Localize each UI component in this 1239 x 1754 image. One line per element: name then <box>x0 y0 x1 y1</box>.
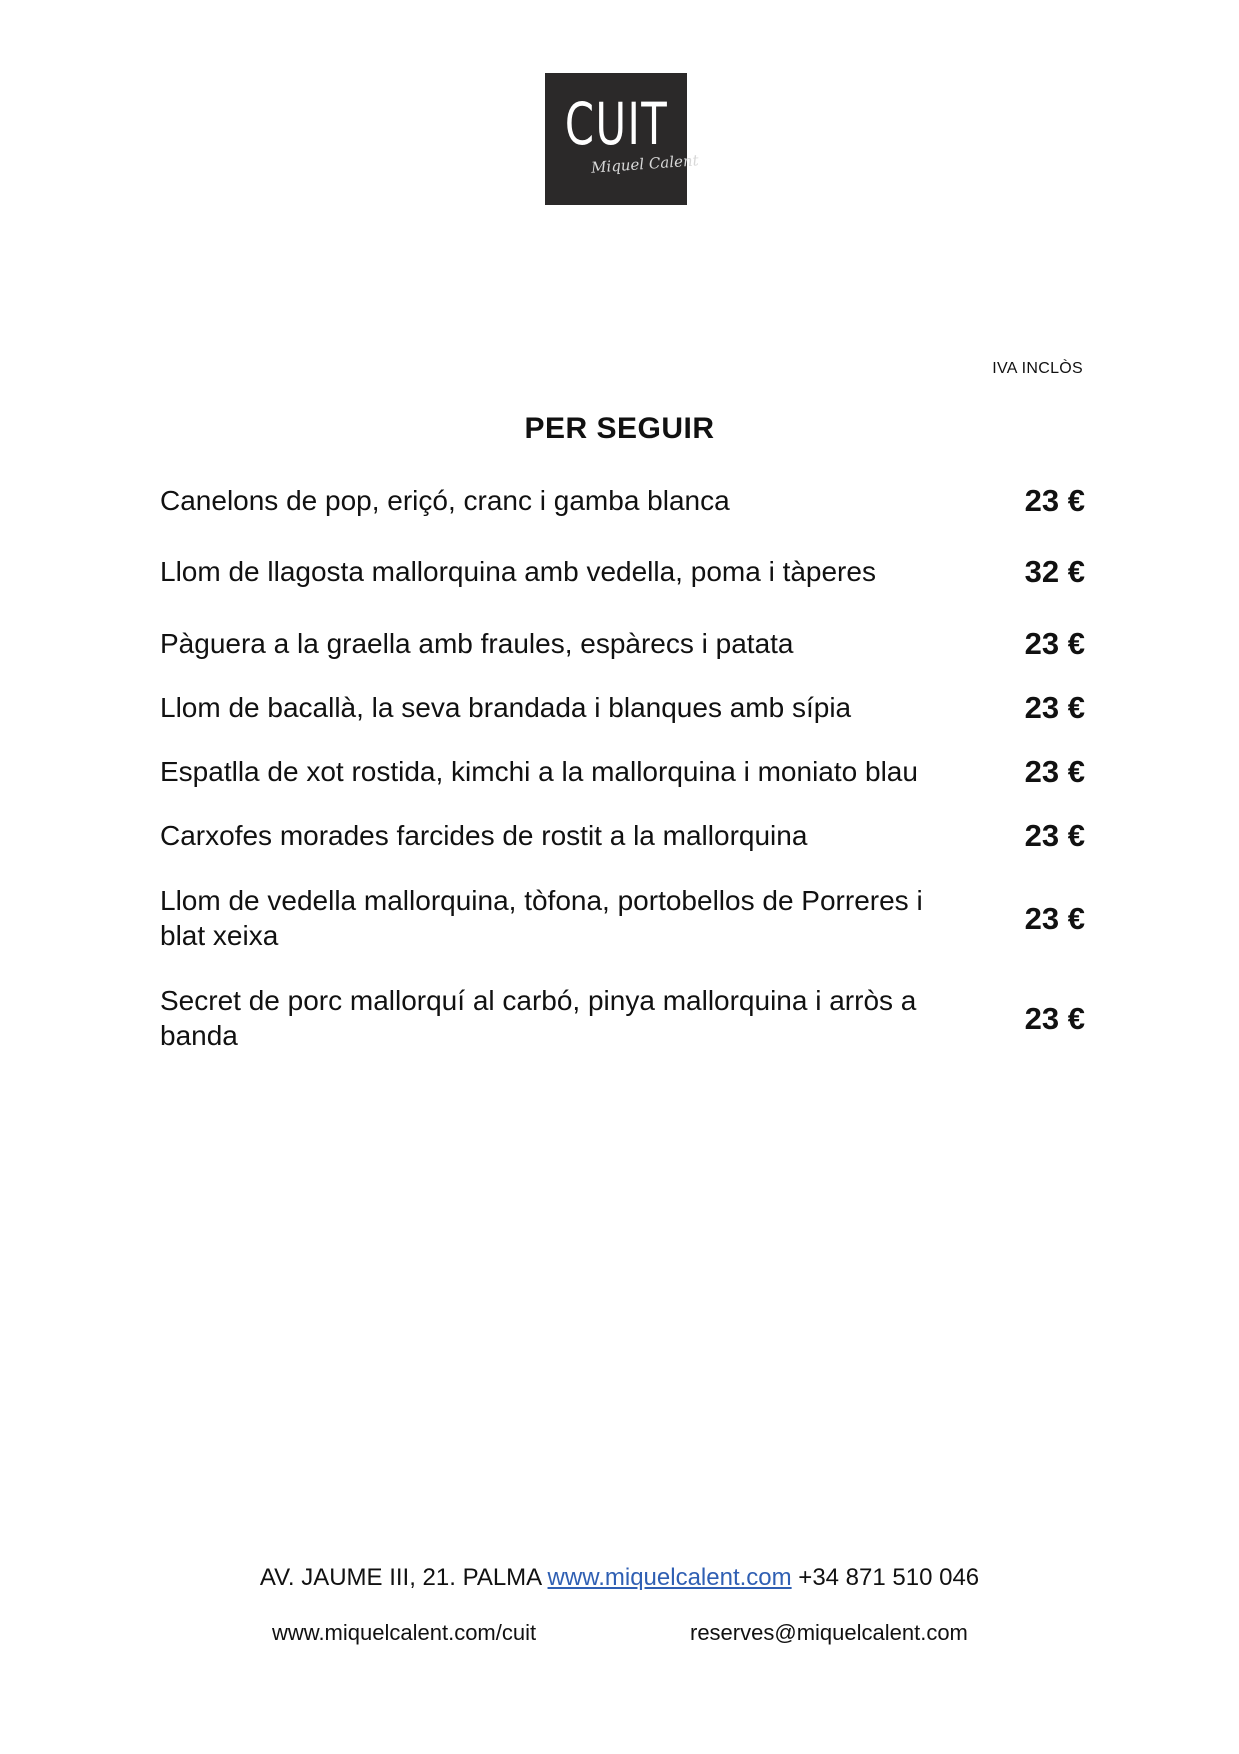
section-title: PER SEGUIR <box>524 412 715 445</box>
menu-item-price: 23 € <box>1024 625 1085 661</box>
menu-item-name: Espatlla de xot rostida, kimchi a la mallorquina i moniato blau <box>160 755 918 787</box>
menu-item <box>160 612 1085 674</box>
menu-item <box>160 740 1085 802</box>
menu-item-name: Pàguera a la graella amb fraules, espàrecs i patata <box>160 627 794 659</box>
menu-item <box>160 530 1085 612</box>
menu-item-name: Llom de vedella mallorquina, tòfona, portobellos de Porreres i blat xeixa <box>160 885 923 951</box>
restaurant-logo <box>545 73 700 205</box>
menu-item <box>160 674 1085 740</box>
website-link[interactable]: www.miquelcalent.com <box>547 1564 792 1591</box>
footer-contact-line <box>0 1564 1239 1592</box>
footer-address: AV. JAUME III, 21. PALMA <box>259 1564 541 1591</box>
menu-item <box>160 802 1085 868</box>
menu-item <box>160 868 1085 968</box>
menu-item-price: 23 € <box>1024 1000 1085 1036</box>
menu-item <box>160 968 1085 1068</box>
menu-item <box>160 470 1085 530</box>
menu-item-name: Llom de llagosta mallorquina amb vedella, poma i tàperes <box>160 555 876 587</box>
menu-item-price: 32 € <box>1024 553 1085 589</box>
menu-item-name: Secret de porc mallorquí al carbó, pinya mallorquina i arròs a banda <box>160 985 917 1051</box>
menu-item-price: 23 € <box>1024 482 1085 518</box>
menu-item-price: 23 € <box>1024 753 1085 789</box>
menu-item-name: Carxofes morades farcides de rostit a la mallorquina <box>160 819 808 851</box>
menu-item-price: 23 € <box>1024 817 1085 853</box>
menu-list <box>160 470 1085 1068</box>
footer-cuit-web: www.miquelcalent.com/cuit <box>272 1620 537 1645</box>
menu-item-name: Llom de bacallà, la seva brandada i blanques amb sípia <box>160 691 852 723</box>
menu-item-price: 23 € <box>1024 689 1085 725</box>
logo-wordmark: CUIT <box>564 90 669 158</box>
menu-item-name: Canelons de pop, eriçó, cranc i gamba blanca <box>160 484 730 516</box>
footer-email: reserves@miquelcalent.com <box>690 1620 968 1645</box>
tax-included-note: IVA INCLÒS <box>992 360 1083 377</box>
menu-item-price: 23 € <box>1024 900 1085 936</box>
footer-phone: +34 871 510 046 <box>798 1564 980 1591</box>
logo-signature: Miquel Calent <box>590 151 700 177</box>
